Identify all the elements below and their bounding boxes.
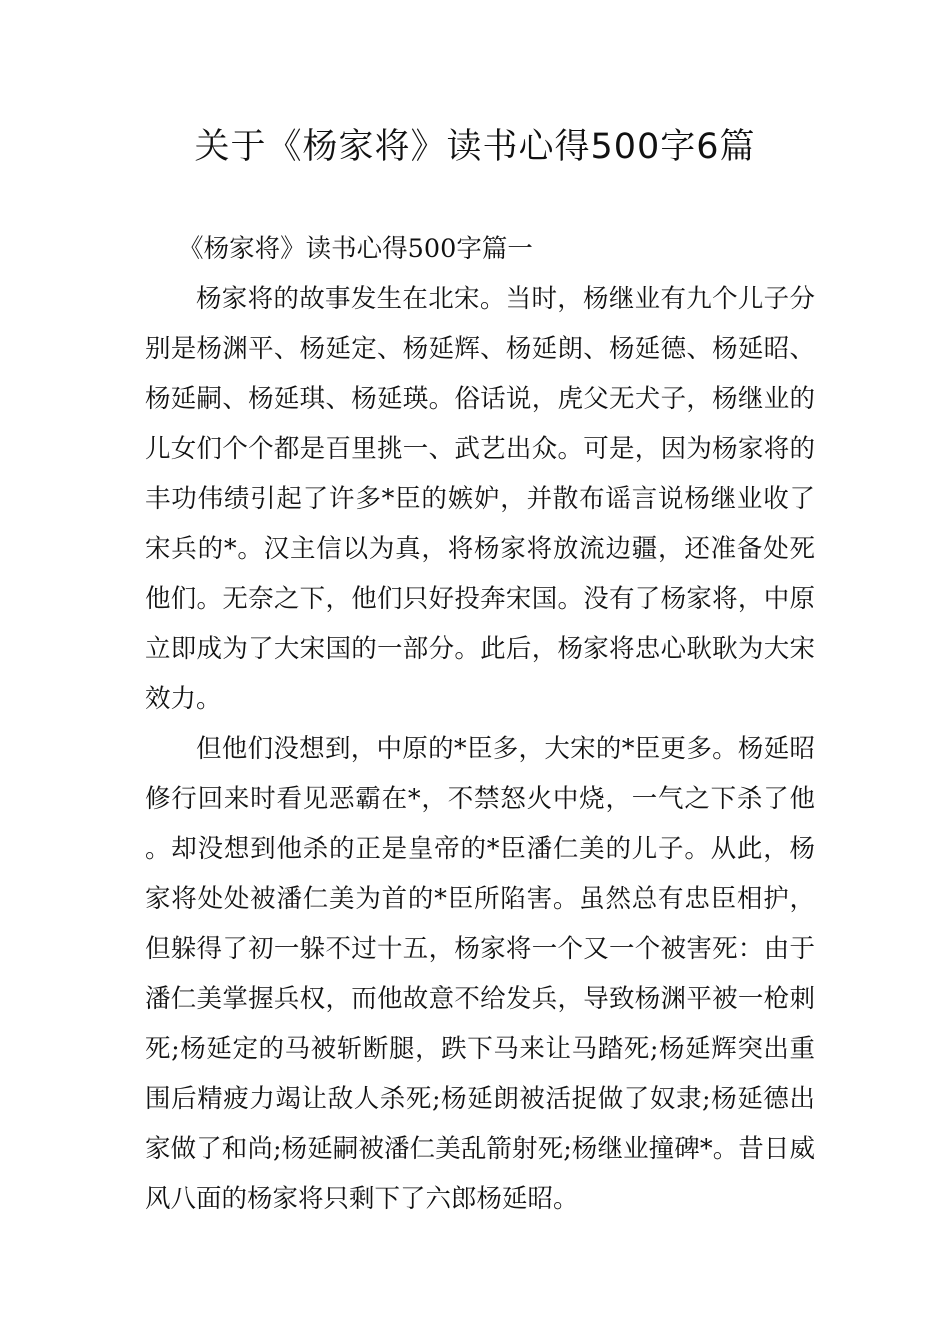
paragraph-1: 杨家将的故事发生在北宋。当时，杨继业有九个儿子分别是杨渊平、杨延定、杨延辉、杨延朗、杨延德、杨延昭、杨延嗣、杨延琪、杨延瑛。俗话说，虎父无犬子，杨继业的儿女们个个都是百里挑一、武艺出众。可是，因为杨家将的丰功伟绩引起了许多*臣的嫉妒，并散布谣言说杨继业收了宋兵的*。汉主信以为真，将杨家将放流边疆，还准备处死他们。无奈之下，他们只好投奔宋国。没有了杨家将，中原立即成为了大宋国的一部分。此后，杨家将忠心耿耿为大宋效力。 — [145, 284, 815, 714]
section-heading: 《杨家将》读书心得500字篇一 — [178, 234, 533, 264]
document-title: 关于《杨家将》读书心得500字6篇 — [194, 127, 756, 167]
document-body — [145, 224, 815, 1224]
paragraph-2: 但他们没想到，中原的*臣多，大宋的*臣更多。杨延昭修行回来时看见恶霸在*，不禁怒火中烧，一气之下杀了他。却没想到他杀的正是皇帝的*臣潘仁美的儿子。从此，杨家将处处被潘仁美为首的*臣所陷害。虽然总有忠臣相护，但躲得了初一躲不过十五，杨家将一个又一个被害死：由于潘仁美掌握兵权，而他故意不给发兵，导致杨渊平被一枪刺死;杨延定的马被斩断腿，跌下马来让马踏死;杨延辉突出重围后精疲力竭让敌人杀死;杨延朗被活捉做了奴隶;杨延德出家做了和尚;杨延嗣被潘仁美乱箭射死;杨继业撞碑*。昔日威风八面的杨家将只剩下了六郎杨延昭。 — [145, 734, 815, 1214]
